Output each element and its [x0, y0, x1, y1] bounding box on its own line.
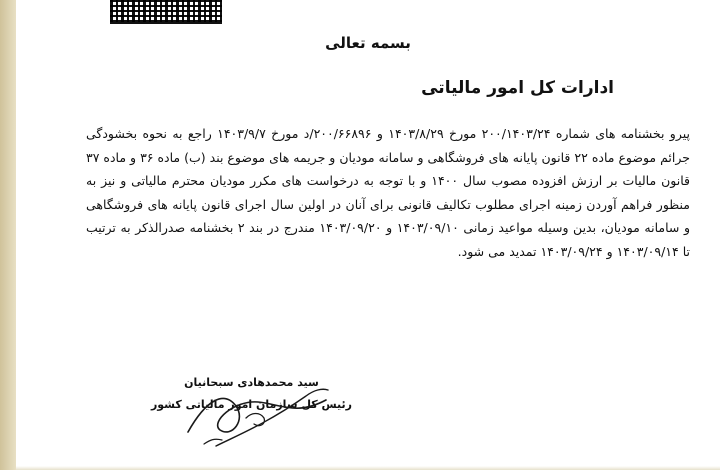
letter-body — [86, 122, 690, 264]
letter-heading: بسمه تعالی — [325, 34, 411, 52]
page-bottom-shadow — [16, 466, 720, 470]
letter-addressee: ادارات کل امور مالیاتی — [421, 78, 614, 98]
handwritten-signature — [176, 360, 336, 460]
signatory-name: سید محمدهادی سبحانیان — [184, 376, 319, 389]
letter-page — [16, 0, 720, 470]
qr-code — [110, 0, 222, 24]
body-paragraph: پیرو بخشنامه های شماره ۲۰۰/۱۴۰۳/۲۴ مورخ ۱۴۰۳/۸/۲۹ و ۲۰۰/۶۶۸۹۶/د مورخ ۱۴۰۳/۹/۷ راجع به نحوه بخشودگی جرائم موضوع ماده ۲۲ قانون پایانه های فروشگاهی و سامانه مودیان و جریمه های موضوع بند (ب) ماده ۳۶ و ماده ۳۷ قانون مالیات بر ارزش افزوده مصوب سال ۱۴۰۰ و با توجه به درخواست های مکرر مودیان محترم مالیاتی و نیز به منظور فراهم آوردن زمینه اجرای مطلوب تکالیف قانونی برای آنان در اولین سال اجرای قانون پایانه های فروشگاهی و سامانه مودیان، بدین وسیله مواعید زمانی ۱۴۰۳/۰۹/۱۰ و ۱۴۰۳/۰۹/۲۰ مندرج در بند ۲ بخشنامه صدرالذکر به ترتیب تا ۱۴۰۳/۰۹/۱۴ و ۱۴۰۳/۰۹/۲۴ تمدید می شود. — [86, 126, 691, 259]
signatory-title: رئیس کل سازمان امور مالیاتی کشور — [150, 398, 352, 411]
page-edge — [0, 0, 16, 470]
